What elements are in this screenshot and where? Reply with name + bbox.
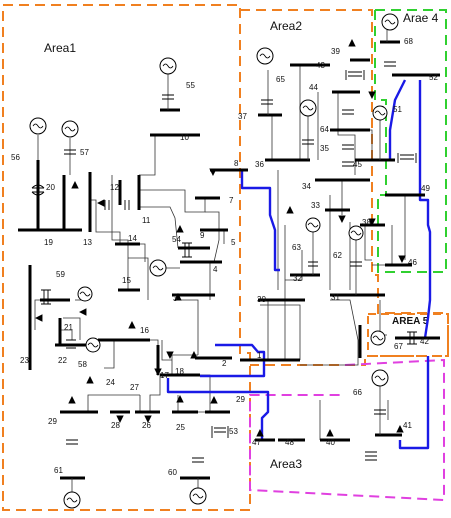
bus-label: 46	[408, 258, 417, 267]
bus-label: 17	[160, 371, 169, 380]
load-arrow-icon	[72, 182, 78, 188]
tie-line-42-41	[400, 356, 428, 448]
bus-label: 29	[236, 395, 245, 404]
load-arrow-icon	[129, 322, 135, 328]
generator-icon	[190, 478, 206, 504]
load-arrow-icon	[339, 216, 345, 222]
bus-label: 60	[168, 468, 177, 477]
area2-boundary	[240, 10, 448, 365]
transformer-icon	[41, 290, 51, 304]
generator-icon	[62, 121, 78, 175]
generator-icon	[372, 370, 388, 435]
bus-label: 35	[320, 144, 329, 153]
bus-label: 47	[252, 438, 261, 447]
bus-label: 19	[44, 238, 53, 247]
area3-label: Area3	[270, 457, 303, 471]
transformer-icon	[66, 440, 78, 444]
transformer-icon	[192, 458, 204, 462]
bus-label: 29	[48, 417, 57, 426]
load-arrow-icon	[399, 256, 405, 262]
transformer-icon	[346, 70, 364, 80]
tie-line-52-41	[420, 80, 430, 338]
bus-label: 38	[362, 218, 371, 227]
bus-label: 62	[333, 251, 342, 260]
generator-icon	[150, 260, 180, 276]
transformer-icon	[384, 62, 396, 66]
transformer-icon	[261, 100, 273, 104]
bus-label: 58	[78, 360, 87, 369]
load-arrow-icon	[211, 397, 217, 403]
transmission-lines	[35, 65, 405, 440]
load-arrow-icon	[87, 377, 93, 383]
bus-label: 5	[231, 238, 236, 247]
bus-label: 3	[173, 294, 178, 303]
generator-icon	[86, 338, 100, 352]
load-arrow-icon	[98, 200, 104, 206]
bus-label: 43	[316, 61, 325, 70]
generator-icon	[382, 14, 398, 42]
bus-label: 63	[292, 243, 301, 252]
bus-label: 67	[394, 342, 403, 351]
bus-label: 11	[142, 216, 151, 225]
area1-boundary	[3, 5, 250, 510]
bus-label: 37	[238, 112, 247, 121]
bus-label: 57	[80, 148, 89, 157]
generator-icon	[160, 58, 176, 110]
load-arrow-icon	[210, 169, 216, 175]
bus-label: 18	[175, 367, 184, 376]
bus-label: 51	[393, 105, 402, 114]
bus-label: 55	[186, 81, 195, 90]
generator-icon	[300, 100, 316, 160]
transformer-icon	[212, 426, 228, 438]
tie-line-45-51	[390, 80, 405, 160]
area1-label: Area1	[44, 41, 77, 55]
load-arrow-icon	[80, 309, 86, 315]
bus-label: 36	[255, 160, 264, 169]
area5-label: AREA 5	[392, 316, 429, 327]
load-arrow-icon	[177, 226, 183, 232]
load-arrow-icon	[327, 430, 333, 436]
transformer-icon	[365, 452, 377, 460]
bus-label: 2	[222, 359, 227, 368]
bus-label: 28	[111, 421, 120, 430]
bus-label: 44	[309, 83, 318, 92]
bus-label: 30	[257, 295, 266, 304]
bus-label: 64	[320, 125, 329, 134]
bus-label: 25	[176, 423, 185, 432]
load-arrow-icon	[36, 315, 42, 321]
transformers	[32, 62, 417, 462]
bus-label: 24	[106, 378, 115, 387]
bus-label: 22	[58, 356, 67, 365]
bus-label: 14	[128, 234, 137, 243]
generator-icon	[373, 106, 387, 160]
bus-label: 34	[302, 182, 311, 191]
area2-label: Area2	[270, 19, 303, 33]
generator-icon	[75, 287, 92, 301]
transformer-icon	[125, 200, 129, 210]
bus-label: 21	[64, 323, 73, 332]
bus-label: 49	[421, 184, 430, 193]
area4-label: Arae 4	[403, 11, 439, 25]
area4-boundary	[375, 10, 446, 272]
bus-label: 52	[429, 73, 438, 82]
generator-icon	[30, 118, 46, 160]
bus-label: 59	[56, 270, 65, 279]
transformer-icon	[398, 153, 416, 163]
bus-label: 8	[234, 159, 239, 168]
transformer-icon	[66, 340, 76, 348]
bus-label: 66	[353, 388, 362, 397]
bus-label: 32	[293, 274, 302, 283]
bus-label: 61	[54, 466, 63, 475]
bus-label: 27	[130, 383, 139, 392]
transformer-icon	[342, 145, 354, 149]
bus-label: 54	[172, 235, 181, 244]
bus-label: 10	[180, 133, 189, 142]
bus-label: 1	[257, 351, 262, 360]
transformer-icon	[105, 200, 109, 210]
bus-label: 45	[353, 160, 362, 169]
bus-label: 20	[46, 183, 55, 192]
generator-icon	[349, 226, 363, 295]
bus-label: 26	[142, 421, 151, 430]
bus-label: 7	[229, 196, 234, 205]
generator-icon	[64, 478, 80, 508]
bus-label: 15	[122, 276, 131, 285]
bus-label: 16	[140, 326, 149, 335]
bus-label: 40	[326, 438, 335, 447]
load-arrow-icon	[69, 397, 75, 403]
bus-label: 56	[11, 153, 20, 162]
bus-label: 4	[213, 265, 218, 274]
area3-boundary	[250, 360, 444, 500]
generator-icon	[257, 48, 273, 115]
bus-label: 53	[229, 427, 238, 436]
bus-label: 31	[331, 293, 340, 302]
bus-label: 42	[420, 337, 429, 346]
bus-label: 39	[331, 47, 340, 56]
transformer-icon	[182, 243, 192, 257]
bus-label: 23	[20, 356, 29, 365]
bus-label: 12	[110, 183, 119, 192]
generator-icon	[371, 331, 387, 345]
transformer-icon	[342, 110, 354, 114]
bus-label: 33	[311, 201, 320, 210]
bus-label: 9	[200, 231, 205, 240]
bus-label: 48	[285, 438, 294, 447]
load-arrow-icon	[349, 40, 355, 46]
bus-label: 68	[404, 37, 413, 46]
load-arrow-icon	[287, 207, 293, 213]
bus-label: 13	[83, 238, 92, 247]
bus-label: 41	[403, 421, 412, 430]
tie-line-8-36	[242, 170, 280, 270]
bus-label: 65	[276, 75, 285, 84]
